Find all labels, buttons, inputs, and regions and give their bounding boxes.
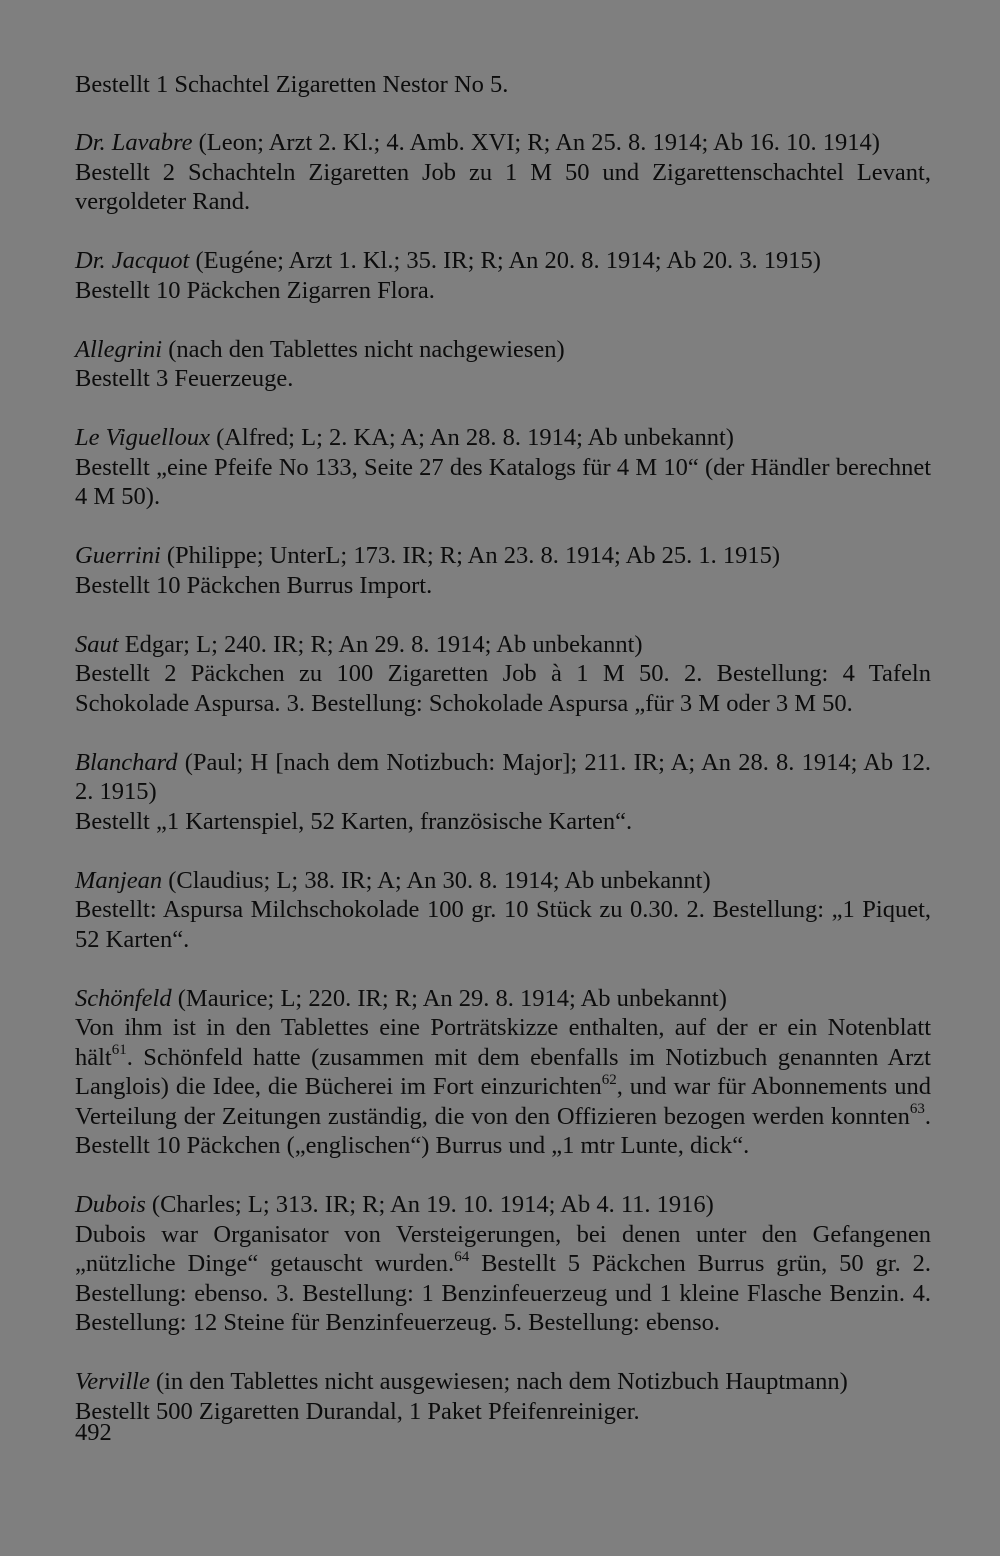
order-text (75, 807, 931, 837)
footnote-marker: 63 (909, 1101, 925, 1118)
person-name: Dr. Lavabre (75, 129, 193, 156)
person-details: (Eugéne; Arzt 1. Kl.; 35. IR; R; An 20. 8. 1914; Ab 20. 3. 1915) (195, 247, 821, 274)
entry (75, 246, 931, 305)
order-text (75, 571, 931, 601)
person-details: (Maurice; L; 220. IR; R; An 29. 8. 1914; Ab unbekannt) (177, 984, 727, 1012)
person-details: (in den Tablettes nicht ausgewiesen; nach dem Notizbuch Hauptmann) (155, 1368, 848, 1395)
person-name: Allegrini (75, 335, 163, 363)
entry-heading (75, 1367, 931, 1397)
entry (75, 866, 931, 955)
order-text (75, 1220, 931, 1338)
person-details: (Paul; H [nach dem Notizbuch: Major]; 211. IR; A; An 28. 8. 1914; Ab 12. 2. 1915) (75, 748, 932, 805)
entry (75, 984, 931, 1161)
order-text-segment: Bestellt 3 Feuerzeuge. (75, 365, 294, 392)
order-text-segment: Dubois war Organisator von Versteigerungen, bei denen unter den Gefangenen „nützliche Dinge“ getauscht wurden. (75, 1220, 931, 1277)
order-text (75, 895, 931, 954)
entry-heading (75, 128, 931, 158)
person-name: Blanchard (75, 748, 178, 776)
person-details: (nach den Tablettes nicht nachgewiesen) (168, 335, 565, 363)
entry (75, 128, 931, 217)
footnote-marker: 62 (601, 1071, 617, 1088)
person-details: Edgar; L; 240. IR; R; An 29. 8. 1914; Ab unbekannt) (124, 630, 643, 658)
entry (75, 748, 931, 837)
person-details: (Charles; L; 313. IR; R; An 19. 10. 1914; Ab 4. 11. 1916) (151, 1191, 714, 1218)
entry (75, 541, 931, 600)
person-details: (Philippe; UnterL; 173. IR; R; An 23. 8. 1914; Ab 25. 1. 1915) (166, 542, 781, 569)
footnote-marker: 64 (454, 1248, 470, 1265)
person-name: Le Viguelloux (75, 424, 210, 451)
order-text (75, 364, 931, 394)
entry (75, 335, 931, 394)
person-name: Verville (75, 1368, 150, 1395)
order-text (75, 276, 931, 306)
order-text-segment: Bestellt 2 Schachteln Zigaretten Job zu 1 M 50 und Zigarettenschachtel Levant, vergoldeter Rand. (75, 158, 931, 215)
person-details: (Claudius; L; 38. IR; A; An 30. 8. 1914; Ab unbekannt) (168, 866, 711, 894)
entry-heading (75, 866, 931, 896)
order-text-segment: Bestellt 10 Päckchen Zigarren Flora. (75, 276, 435, 304)
entry-heading (75, 1190, 931, 1220)
entry-heading (75, 630, 931, 660)
entry-heading (75, 984, 931, 1014)
order-text-segment: Bestellt „1 Kartenspiel, 52 Karten, französische Karten“. (75, 807, 633, 835)
person-name: Dr. Jacquot (75, 247, 190, 274)
order-text-segment: . Bestellt 10 Päckchen („englischen“) Burrus und „1 mtr Lunte, dick“. (75, 1102, 931, 1159)
order-text-segment: Bestellt 500 Zigaretten Durandal, 1 Paket Pfeifenreiniger. (75, 1397, 640, 1425)
entry-list (75, 128, 931, 1426)
order-text-segment: , und war für Abonnements und Verteilung der Zeitungen zuständig, die von den Offizieren bezogen werden konnten (75, 1073, 931, 1130)
order-text-segment: Bestellt „eine Pfeife No 133, Seite 27 des Katalogs für 4 M 10“ (der Händler berechnet 4 M 50). (75, 453, 931, 510)
footnote-marker: 61 (111, 1042, 127, 1059)
entry-heading (75, 748, 931, 807)
person-details: (Alfred; L; 2. KA; A; An 28. 8. 1914; Ab unbekannt) (216, 424, 734, 451)
entry-heading (75, 423, 931, 453)
entry (75, 1367, 931, 1426)
lead-line: Bestellt 1 Schachtel Zigaretten Nestor No 5. (75, 71, 509, 98)
order-text (75, 158, 931, 217)
person-name: Manjean (75, 866, 163, 894)
entry (75, 630, 931, 719)
order-text-segment: . Schönfeld hatte (zusammen mit dem ebenfalls im Notizbuch genannten Arzt Langlois) die Idee, die Bücherei im Fort einzurichten (75, 1043, 931, 1100)
order-text-segment: Bestellt: Aspursa Milchschokolade 100 gr. 10 Stück zu 0.30. 2. Bestellung: „1 Piquet, 52 Karten“. (75, 896, 931, 953)
entry-heading (75, 335, 931, 365)
person-name: Guerrini (75, 542, 161, 569)
order-text (75, 453, 931, 512)
order-text (75, 1013, 931, 1161)
order-text (75, 659, 931, 718)
order-text-segment: Bestellt 2 Päckchen zu 100 Zigaretten Job à 1 M 50. 2. Bestellung: 4 Tafeln Schokolade Aspursa. 3. Bestellung: Schokolade Aspursa „für 3 M oder 3 M 50. (75, 660, 931, 717)
order-text-segment: Bestellt 5 Päckchen Burrus grün, 50 gr. 2. Bestellung: ebenso. 3. Bestellung: 1 Benzinfeuerzeug und 1 kleine Flasche Benzin. 4. Bestellung: 12 Steine für Benzinfeuerzeug. 5. Bestellung: ebenso. (75, 1250, 931, 1336)
order-text (75, 1397, 931, 1427)
page-number: 492 (75, 1419, 112, 1446)
entry-heading (75, 246, 931, 276)
page-text (75, 70, 931, 1456)
entry (75, 423, 931, 512)
person-name: Dubois (75, 1191, 146, 1218)
entry-heading (75, 541, 931, 571)
order-text-segment: Von ihm ist in den Tablettes eine Porträtskizze enthalten, auf der er ein Notenblatt hält (75, 1014, 931, 1071)
person-name: Saut (75, 630, 119, 658)
entry (75, 1190, 931, 1338)
person-details: (Leon; Arzt 2. Kl.; 4. Amb. XVI; R; An 25. 8. 1914; Ab 16. 10. 1914) (198, 129, 880, 156)
person-name: Schönfeld (75, 984, 172, 1012)
order-text-segment: Bestellt 10 Päckchen Burrus Import. (75, 571, 433, 599)
